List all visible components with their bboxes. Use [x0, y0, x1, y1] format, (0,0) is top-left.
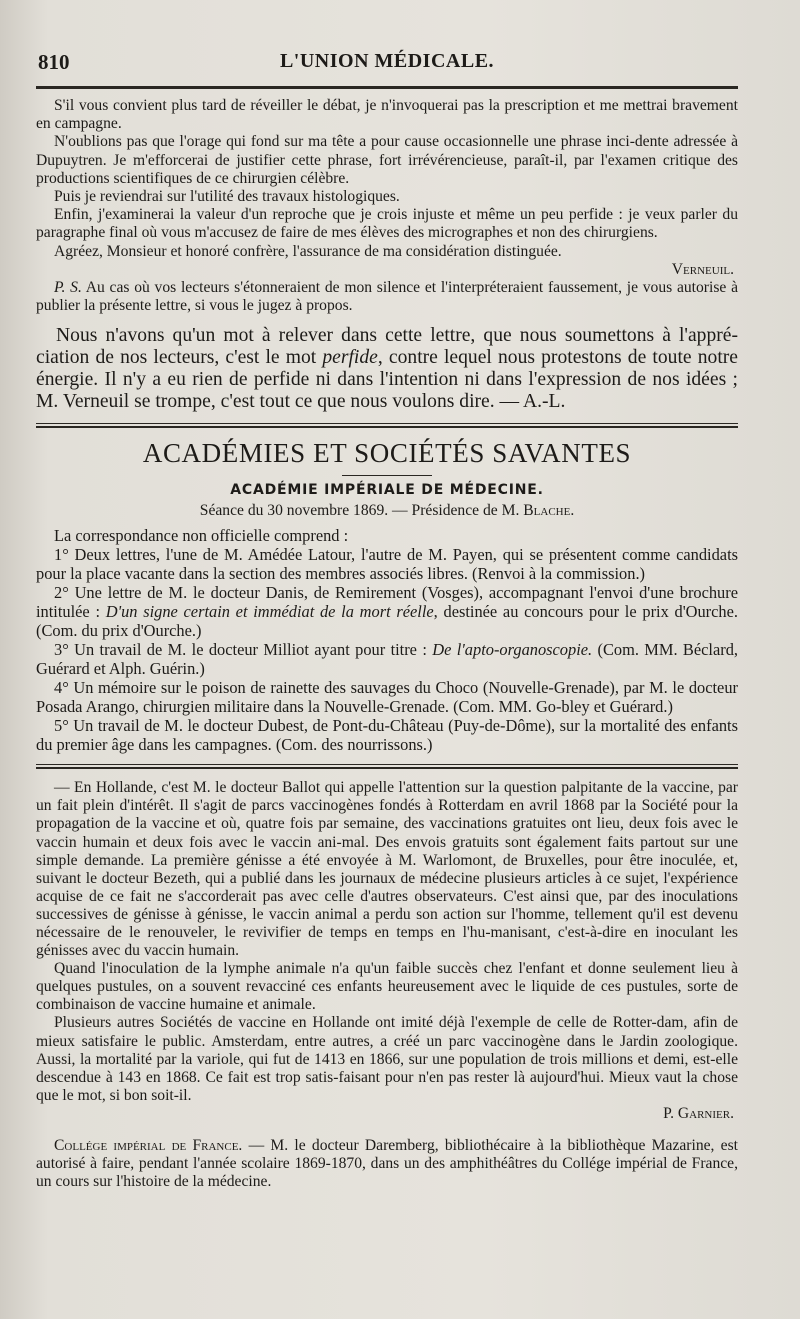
news-paragraph: Quand l'inoculation de la lymphe animale n'a qu'un faible succès chez l'enfant et donne seulement lieu à quelques pustules, on a souvent revacciné ces enfants heureusement avec le liquide de ces pustules, sorte de combinaison de vaccine humaine et animale.: [36, 960, 738, 1014]
news-section: [36, 779, 738, 1123]
reply-text-end: , contre lequel nous protestons de toute notre énergie. Il n'y a eu rien de perfide ni dans l'intention ni dans l'expression de nos idées ; M. Verneuil se trompe, c'est tout ce que nous voulons dire. — A.-L.: [36, 347, 738, 413]
letter-signature: Verneuil.: [671, 260, 734, 278]
college-text: — M. le docteur Daremberg, bibliothécaire à la bibliothèque Mazarine, est autorisé à faire, pendant l'année scolaire 1869-1870, dans un des amphithéâtres du Collége impérial de France, un cours sur l'histoire de la médecine.: [36, 1136, 739, 1191]
correspondence-item: 4° Un mémoire sur le poison de rainette des sauvages du Choco (Nouvelle-Grenade), par M. le docteur Posada Arango, chirurgien militaire dans la Nouvelle-Grenade. (Com. MM. Go-bley et Guérard.): [36, 678, 738, 717]
letter-paragraph: Enfin, j'examinerai la valeur d'un reproche que je crois injuste et même un peu perfide : je veux parler du paragraphe final où vous m'accusez de faire de mes élèves des micrographes et non des chirurgiens.: [36, 206, 738, 242]
correspondence-item: 5° Un travail de M. le docteur Dubest, de Pont-du-Château (Puy-de-Dôme), sur la mortalité des enfants du premier âge dans les campagnes. (Com. des nourrissons.): [36, 716, 738, 755]
section-title: ACADÉMIES ET SOCIÉTÉS SAVANTES: [142, 438, 632, 469]
seance-text: Séance du 30 novembre 1869. — Présidence de M.: [199, 502, 520, 520]
postscript: [36, 279, 738, 315]
correspondence-item: 1° Deux lettres, l'une de M. Amédée Latour, l'autre de M. Payen, qui se présentent comme candidats pour la place vacante dans la section des membres associés libres. (Renvoi à la commission.): [36, 545, 738, 584]
letter-paragraph: S'il vous convient plus tard de réveiller le débat, je n'invoquerai pas la prescription et me mettrai bravement en campagne.: [36, 97, 738, 133]
title-rule: [342, 475, 432, 476]
correspondence-intro: La correspondance non officielle comprend :: [54, 526, 349, 546]
running-title: L'UNION MÉDICALE.: [279, 50, 495, 72]
reply-text-start: Nous n'avons qu'un mot à relever dans cette lettre, que nous soumettons à l'appré-ciation de nos lecteurs, c'est le mot: [36, 325, 738, 369]
header-rule: [36, 86, 738, 89]
letter-paragraph: N'oublions pas que l'orage qui fond sur ma tête a pour cause occasionnelle une phrase inci-dente adressée à Dupuytren. Je m'efforcerai de justifier cette phrase, fort irrévérencieuse, paraît-il, par l'examen critique des productions scientifiques de ce chirurgien célèbre.: [36, 133, 738, 187]
academy-name: ACADÉMIE IMPÉRIALE DE MÉDECINE.: [230, 482, 544, 499]
letter-paragraph: Agréez, Monsieur et honoré confrère, l'assurance de ma considération distinguée.: [54, 242, 562, 260]
correspondence-item: [36, 583, 738, 640]
seance-line: [36, 502, 738, 520]
college-lead: Collége impérial de France.: [54, 1136, 243, 1154]
item-title: D'un signe certain et immédiat de la mort réelle: [105, 602, 434, 622]
letter-paragraph: Puis je reviendrai sur l'utilité des travaux histologiques.: [54, 188, 400, 206]
postscript-text: Au cas où vos lecteurs s'étonneraient de mon silence et l'interpréteraient faussement, je vous autorise à publier la présente lettre, si vous le jugez à propos.: [36, 278, 738, 315]
item-text: , destinée au concours pour le prix d'Ourche. (Com. du prix d'Ourche.): [36, 602, 738, 641]
reply-italic-word: perfide: [322, 347, 378, 369]
academies-section: [36, 438, 738, 754]
section-divider: [36, 423, 738, 428]
item-text: 2° Une lettre de M. le docteur Danis, de Remirement (Vosges), accompagnant l'envoi d'une brochure intitulée :: [36, 583, 738, 622]
page-header: [36, 44, 738, 80]
college-notice: [36, 1137, 738, 1191]
news-signature: P. Garnier.: [663, 1104, 734, 1122]
president-name: Blache.: [523, 502, 575, 520]
item-title: De l'apto-organoscopie.: [432, 640, 593, 660]
section-divider: [36, 764, 738, 769]
editor-reply: [36, 325, 738, 413]
correspondence-item: [36, 640, 738, 678]
item-text: 3° Un travail de M. le docteur Milliot ayant pour titre :: [54, 640, 433, 660]
postscript-label: P. S.: [54, 278, 82, 296]
letter-section: [36, 97, 738, 315]
news-paragraph: Plusieurs autres Sociétés de vaccine en Hollande ont imité déjà l'exemple de celle de Rotter-dam, afin de mieux satisfaire le public. Amsterdam, entre autres, a créé un parc vaccinogène dans le Jardin zoologique. Aussi, la mortalité par la variole, qui fut de 1413 en 1866, sur une population de trois millions et demi, est-elle descendue à 143 en 1868. Ce fait est trop satis-faisant pour n'en pas rester là aujourd'hui. Mieux vaut la chose que le mot, si bon soit-il.: [36, 1014, 738, 1104]
news-paragraph: — En Hollande, c'est M. le docteur Ballot qui appelle l'attention sur la question palpitante de la vaccine, par un fait plein d'intérêt. Il s'agit de parcs vaccinogènes fondés à Rotterdam en avril 1868 par la Société pour la propagation de la vaccine et où, quatre fois par semaine, des vaccinations gratuites ont lieu, deux fois avec le vaccin humain et deux fois avec le vaccin ani-mal. Des envois gratuits sont également faits partout sur une simple demande. La première génisse a été envoyée à M. Warlomont, de Bruxelles, pour être inoculée, et, suivant le docteur Bezeth, qui a publié dans les journaux de médecine plusieurs articles à ce sujet, l'expérience acquise de ce fait ne s'accorderait pas avec celle d'autres observateurs. C'est ainsi que, par des inoculations successives de génisse à génisse, le vaccin animal a perdu son action sur l'homme, tellement qu'il est devenu nécessaire de le renouveler, le revivifier de temps en temps en l'hu-manisant, c'est-à-dire en inoculant les génisses avec du vaccin humain.: [36, 779, 738, 960]
page-number: 810: [38, 50, 70, 74]
item-text: (Com. MM. Béclard, Guérard et Alph. Guérin.): [36, 640, 738, 679]
